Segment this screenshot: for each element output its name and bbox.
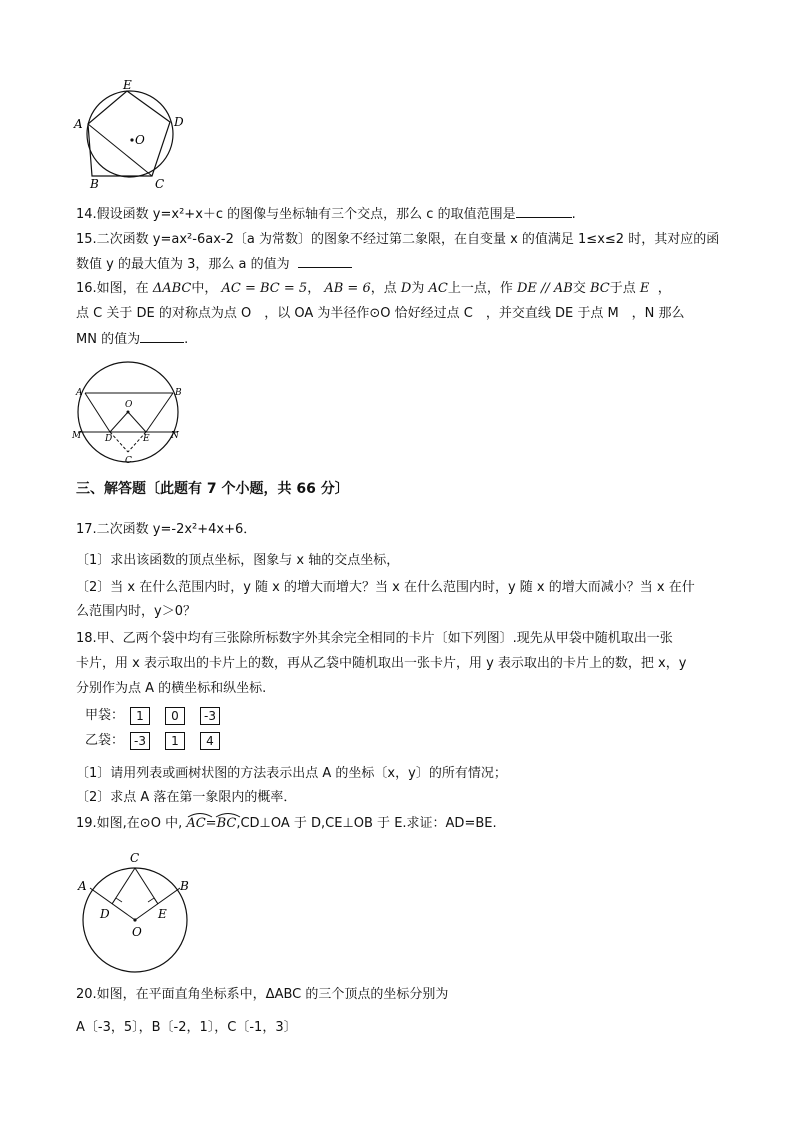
q16-e: E xyxy=(639,281,650,296)
question-17-stem: 17.二次函数 y=-2x²+4x+6． xyxy=(76,522,257,537)
q14-answer-blank xyxy=(516,205,572,218)
q16-p1: 16.如图，在 xyxy=(76,281,149,296)
q19-arc xyxy=(186,815,236,833)
fig3-label-e: E xyxy=(158,907,167,921)
q15-line-2-text: 数值 y 的最大值为 3，那么 a 的值为 xyxy=(76,257,290,272)
fig2-label-d: D xyxy=(105,434,113,444)
q16-p2: 中， xyxy=(191,281,218,296)
bag-2-card-2: 1 xyxy=(165,732,185,750)
fig3-label-c: C xyxy=(130,851,140,865)
q16-line-3-text: MN 的值为 xyxy=(76,332,141,347)
bag-1-card-1: 1 xyxy=(130,707,150,725)
question-18-part-1: 〔1〕请用列表或画树状图的方法表示出点 A 的坐标〔x，y〕的所有情况； xyxy=(76,766,507,781)
fig1-label-c: C xyxy=(155,177,165,191)
question-18-part-2: 〔2〕求点 A 落在第一象限内的概率． xyxy=(76,790,297,805)
q14-text: 14.假设函数 y=x²+x＋c 的图像与坐标轴有三个交点，那么 c 的取值范围是 xyxy=(76,207,516,222)
fig1-label-o: O xyxy=(135,133,145,147)
question-20-line-1: 20.如图，在平面直角坐标系中，ΔABC 的三个顶点的坐标分别为 xyxy=(76,987,449,1002)
q16-triangle: ΔABC xyxy=(152,281,192,296)
question-18-line-1: 18.甲、乙两个袋中均有三张除所标数字外其余完全相同的卡片〔如下列图〕.现先从甲袋中随机取出一张 xyxy=(76,631,673,646)
arc-icon xyxy=(186,810,242,818)
fig1-label-a: A xyxy=(74,117,83,131)
fig2-label-o: O xyxy=(125,400,133,410)
q16-de: DE // AB xyxy=(516,281,573,296)
q16-p8: 于点 xyxy=(609,281,636,296)
q16-eq1: AC = BC = 5 xyxy=(221,281,308,296)
question-17-part-2b: 么范围内时，y＞0？ xyxy=(76,604,196,619)
fig2-label-a: A xyxy=(76,388,83,398)
bag-1-card-3: -3 xyxy=(200,707,220,725)
question-18-line-3: 分别作为点 A 的横坐标和纵坐标. xyxy=(76,681,267,696)
section-3-heading: 三、解答题〔此题有 7 个小题，共 66 分〕 xyxy=(76,481,349,497)
q14-end: . xyxy=(571,207,576,222)
q19-arc-text: AC=BC xyxy=(186,816,237,831)
q16-p3: ， xyxy=(307,281,321,296)
fig2-label-b: B xyxy=(175,388,182,398)
q16-p5: 为 xyxy=(411,281,425,296)
q16-eq2: AB = 6 xyxy=(324,281,371,296)
fig3-label-b: B xyxy=(180,879,189,893)
fig2-label-e: E xyxy=(143,434,150,444)
q16-d: D xyxy=(400,281,412,296)
circle-perpendiculars-figure xyxy=(72,848,202,973)
fig2-label-c: C xyxy=(125,456,132,466)
q15-answer-blank xyxy=(298,255,352,268)
fig2-label-n: N xyxy=(171,431,179,441)
question-15-line-1: 15.二次函数 y=ax²-6ax-2〔a 为常数〕的图象不经过第二象限，在自变量 x 的值满足 1≤x≤2 时，其对应的函 xyxy=(76,232,720,247)
q16-end: . xyxy=(184,332,189,347)
fig2-label-m: M xyxy=(72,431,82,441)
fig1-label-b: B xyxy=(90,177,99,191)
pentagon-circle-figure xyxy=(70,78,210,193)
fig3-label-d: D xyxy=(100,907,110,921)
q16-answer-blank xyxy=(140,330,184,343)
question-15-line-2 xyxy=(76,255,352,274)
q19-p1: 19.如图,在⊙O 中, xyxy=(76,816,183,831)
fig3-label-o: O xyxy=(132,925,142,939)
question-16-line-1 xyxy=(76,280,671,298)
question-19 xyxy=(76,815,497,833)
fig1-label-d: D xyxy=(174,115,184,129)
q16-p4: ，点 xyxy=(370,281,397,296)
question-16-line-2: 点 C 关于 DE 的对称点为点 O ，以 OA 为半径作⊙O 恰好经过点 C ，并交直线 DE 于点 M ，N 那么 xyxy=(76,306,685,321)
circle-triangle-figure xyxy=(70,352,190,470)
q16-bc: BC xyxy=(590,281,610,296)
bag-2-card-1: -3 xyxy=(130,732,150,750)
bag-1-label: 甲袋： xyxy=(85,708,125,723)
q19-p2: ,CD⊥OA 于 D,CE⊥OB 于 E.求证：AD=BE. xyxy=(236,816,497,831)
question-17-part-1: 〔1〕求出该函数的顶点坐标，图象与 x 轴的交点坐标， xyxy=(76,553,400,568)
q16-ac: AC xyxy=(428,281,448,296)
question-16-line-3 xyxy=(76,330,188,349)
q16-p6: 上一点，作 xyxy=(447,281,513,296)
fig3-label-a: A xyxy=(78,879,87,893)
question-17-part-2a: 〔2〕当 x 在什么范围内时，y 随 x 的增大而增大？当 x 在什么范围内时，y 随 x 的增大而减小？当 x 在什 xyxy=(76,580,695,595)
question-14 xyxy=(76,205,576,224)
question-18-line-2: 卡片，用 x 表示取出的卡片上的数，再从乙袋中随机取出一张卡片，用 y 表示取出的卡片上的数，把 x，y xyxy=(76,656,687,671)
bag-2-label: 乙袋： xyxy=(85,733,125,748)
question-20-line-2: A〔-3，5〕，B〔-2，1〕，C〔-1，3〕 xyxy=(76,1020,297,1035)
bag-2-card-3: 4 xyxy=(200,732,220,750)
fig1-label-e: E xyxy=(123,78,132,92)
q16-p9: ， xyxy=(657,281,671,296)
bag-1-card-2: 0 xyxy=(165,707,185,725)
q16-p7: 交 xyxy=(572,281,586,296)
